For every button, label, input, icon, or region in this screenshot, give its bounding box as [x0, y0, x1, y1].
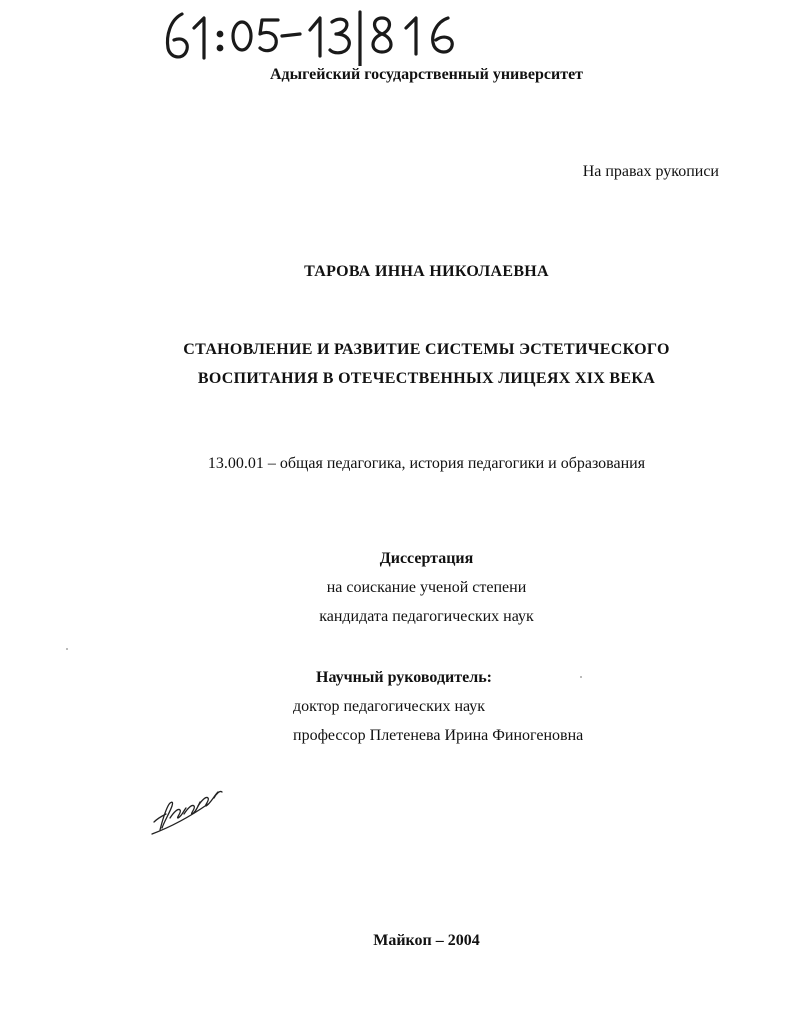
city-year: Майкоп – 2004	[373, 932, 480, 949]
title-line-1: СТАНОВЛЕНИЕ И РАЗВИТИЕ СИСТЕМЫ ЭСТЕТИЧЕСКОГО	[183, 341, 670, 358]
manuscript-rights-note: На правах рукописи	[582, 163, 719, 180]
dissertation-line-1: на соискание ученой степени	[326, 579, 527, 596]
dissertation-title	[0, 335, 793, 393]
supervisor-label: Научный руководитель:	[316, 669, 492, 686]
title-line-2: ВОСПИТАНИЯ В ОТЕЧЕСТВЕННЫХ ЛИЦЕЯХ XIX ВЕКА	[197, 370, 656, 387]
university-name: Адыгейский государственный университет	[269, 66, 584, 83]
supervisor-degree: доктор педагогических наук	[293, 698, 486, 715]
specialty-code: 13.00.01 – общая педагогика, история педагогики и образования	[207, 455, 646, 472]
signature-drawing	[148, 778, 228, 840]
dissertation-line-2: кандидата педагогических наук	[319, 608, 534, 625]
archive-code-handwritten	[160, 6, 540, 66]
dissertation-heading: Диссертация	[379, 550, 474, 567]
author-name: ТАРОВА ИННА НИКОЛАЕВНА	[304, 263, 549, 280]
dissertation-block	[0, 544, 793, 631]
archive-code-drawing	[160, 6, 540, 66]
supervisor-block	[293, 663, 583, 750]
scan-speck	[580, 676, 582, 678]
author-signature	[148, 778, 228, 840]
scan-speck	[66, 648, 68, 650]
supervisor-name: профессор Плетенева Ирина Финогеновна	[293, 727, 584, 744]
